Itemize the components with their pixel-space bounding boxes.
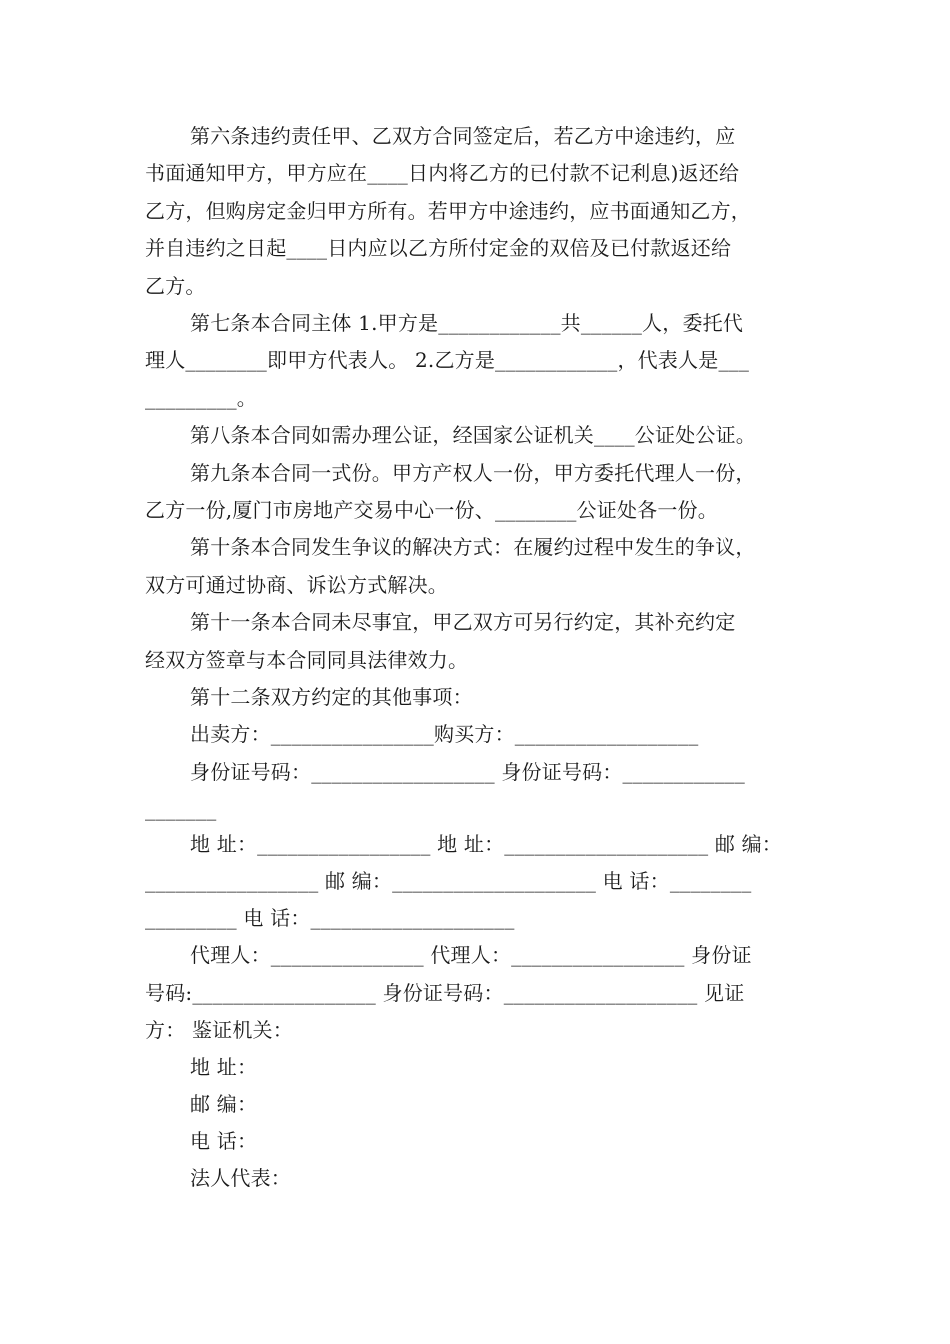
authority-phone: 电 话： bbox=[190, 1129, 258, 1153]
agent-id-line: 号码:__________________ 身份证号码：___________________ 见证 bbox=[145, 981, 745, 1005]
id-number-line: 身份证号码：__________________ 身份证号码：____________ bbox=[190, 760, 745, 784]
clause-7-line-2: 理人________即甲方代表人。 2.乙方是____________，代表人是___ bbox=[145, 348, 750, 372]
clause-7-line-3: _________。 bbox=[145, 386, 257, 410]
clause-9-line-2: 乙方一份,厦门市房地产交易中心一份、________公证处各一份。 bbox=[145, 498, 718, 522]
postcode-line: _________________ 邮 编：____________________ 电 话：________ bbox=[145, 869, 752, 893]
clause-11-line-1: 第十一条本合同未尽事宜，甲乙双方可另行约定，其补充约定 bbox=[190, 610, 736, 634]
clause-12-line: 第十二条双方约定的其他事项： bbox=[190, 685, 473, 709]
clause-10-line-2: 双方可通过协商、诉讼方式解决。 bbox=[145, 573, 448, 597]
authority-legal-rep: 法人代表： bbox=[190, 1166, 291, 1190]
clause-6-line-5: 乙方。 bbox=[145, 274, 206, 298]
phone-line: _________ 电 话：____________________ bbox=[145, 906, 515, 930]
clause-6-line-1: 第六条违约责任甲、乙双方合同签定后，若乙方中途违约，应 bbox=[190, 124, 736, 148]
clause-11-line-2: 经双方签章与本合同同具法律效力。 bbox=[145, 648, 469, 672]
witness-line: 方： 鉴证机关： bbox=[145, 1018, 293, 1042]
clause-7-line-1: 第七条本合同主体 1.甲方是____________共______人，委托代 bbox=[190, 311, 744, 335]
clause-10-line-1: 第十条本合同发生争议的解决方式：在履约过程中发生的争议， bbox=[190, 535, 756, 559]
clause-6-line-3: 乙方，但购房定金归甲方所有。若甲方中途违约，应书面通知乙方， bbox=[145, 199, 751, 223]
id-number-continued: _______ bbox=[145, 797, 217, 821]
seller-buyer-line: 出卖方：________________购买方：__________________ bbox=[190, 722, 699, 746]
authority-postcode: 邮 编： bbox=[190, 1092, 258, 1116]
agent-line: 代理人：_______________ 代理人：_________________ 身份证 bbox=[190, 943, 752, 967]
authority-address: 地 址： bbox=[190, 1055, 258, 1079]
address-line: 地 址：_________________ 地 址：____________________ 邮 编： bbox=[190, 832, 782, 856]
clause-6-line-4: 并自违约之日起____日内应以乙方所付定金的双倍及已付款返还给 bbox=[145, 236, 732, 260]
clause-6-line-2: 书面通知甲方，甲方应在____日内将乙方的已付款不记利息)返还给 bbox=[145, 161, 740, 185]
clause-8-line: 第八条本合同如需办理公证，经国家公证机关____公证处公证。 bbox=[190, 423, 756, 447]
clause-9-line-1: 第九条本合同一式份。甲方产权人一份，甲方委托代理人一份， bbox=[190, 461, 756, 485]
